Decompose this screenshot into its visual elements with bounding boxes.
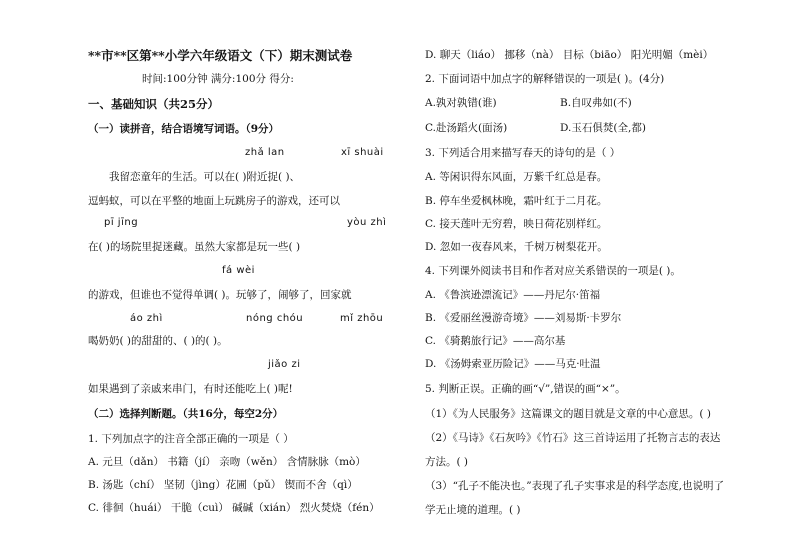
question: 4. 下列课外阅读书目和作者对应关系错误的一项是( )。 <box>425 265 681 277</box>
option: B.自叹弗如(不) <box>560 97 632 109</box>
exam-meta: 时间:100分钟 满分:100分 得分: <box>142 73 294 85</box>
passage-line: 的游戏，但谁也不觉得单调( )。玩够了，闹够了，回家就 <box>88 289 352 301</box>
pinyin: áo zhì <box>130 313 163 324</box>
section-heading: 一、基础知识（共25分） <box>88 97 220 111</box>
judgement-item: （1）《为人民服务》这篇课文的题目就是文章的中心意思。( ) <box>425 408 711 420</box>
pinyin: mǐ zhōu <box>340 313 384 324</box>
pinyin: fá wèi <box>222 265 255 276</box>
passage-line: 我留恋童年的生活。可以在( )附近捉( )、 <box>109 171 301 183</box>
option: B. 停车坐爱枫林晚，霜叶红于二月花。 <box>425 195 608 207</box>
option: C. 接天莲叶无穷碧，映日荷花别样红。 <box>425 218 608 230</box>
pinyin: pī jīng <box>104 217 139 228</box>
option: A. 等闲识得东风面，万紫千红总是春。 <box>425 171 608 183</box>
question: 2. 下面词语中加点字的解释错误的一项是( )。(4分) <box>425 73 665 85</box>
option: C.赴汤蹈火(面汤) <box>425 122 508 134</box>
pinyin: xī shuài <box>341 147 384 158</box>
pinyin: nóng chóu <box>246 313 304 324</box>
judgement-item: （3）“孔子不能决也。”表现了孔子实事求是的科学态度,也说明了 <box>425 480 725 492</box>
option: C. 徘徊（huái） 干脆（cuì） 碱碱（xián） 烈火焚烧（fén） <box>88 502 380 514</box>
judgement-item: 方法。( ) <box>425 456 469 468</box>
passage-line: 喝奶奶( )的甜甜的、( )的( )。 <box>88 335 228 347</box>
option: B. 《爱丽丝漫游奇境》——刘易斯·卡罗尔 <box>425 312 622 324</box>
pinyin: zhǎ lan <box>245 147 285 158</box>
passage-line: 逗蚂蚁，可以在平整的地面上玩跳房子的游戏，还可以 <box>88 195 340 207</box>
option: B. 汤匙（chí） 坚韧（jìng）花圃（pǔ） 锲而不舍（qì） <box>88 479 358 491</box>
option: C. 《骑鹅旅行记》——高尔基 <box>425 335 566 347</box>
question: 1. 下列加点字的注音全部正确的一项是（ ） <box>88 433 294 445</box>
option: D. 聊天（liáo） 挪移（nà） 目标（biāo） 阳光明媚（mèi） <box>425 49 714 61</box>
option: A. 《鲁滨逊漂流记》——丹尼尔·笛福 <box>425 289 601 301</box>
option: D. 《汤姆索亚历险记》——马克·吐温 <box>425 358 601 370</box>
part-heading: （二）选择判断题。（共16分，每空2分） <box>88 408 284 420</box>
option: D.玉石俱焚(全,都) <box>560 122 646 134</box>
passage-line: 如果遇到了亲戚来串门，有时还能吃上( )呢! <box>88 383 293 395</box>
option: A.孰对孰错(谁) <box>425 97 497 109</box>
judgement-item: （2）《马诗》《石灰吟》《竹石》这三首诗运用了托物言志的表达 <box>425 432 721 444</box>
question: 3. 下列适合用来描写春天的诗句的是（ ） <box>425 147 621 159</box>
option: A. 元旦（dǎn） 书籍（jí） 亲吻（wěn） 含情脉脉（mò） <box>88 456 366 468</box>
judgement-item: 学无止境的道理。( ) <box>425 504 521 516</box>
pinyin: jiǎo zi <box>268 359 301 370</box>
option: D. 忽如一夜春风来，千树万树梨花开。 <box>425 241 608 253</box>
passage-line: 在( )的场院里捉迷藏。虽然大家都是玩一些( ) <box>88 241 301 253</box>
question: 5. 判断正误。正确的画“√”,错误的画“×”。 <box>425 383 626 395</box>
exam-title: **市**区第**小学六年级语文（下）期末测试卷 <box>88 48 353 63</box>
part-heading: （一）读拼音，结合语境写词语。（9分） <box>88 123 280 135</box>
pinyin: yòu zhì <box>347 217 387 228</box>
